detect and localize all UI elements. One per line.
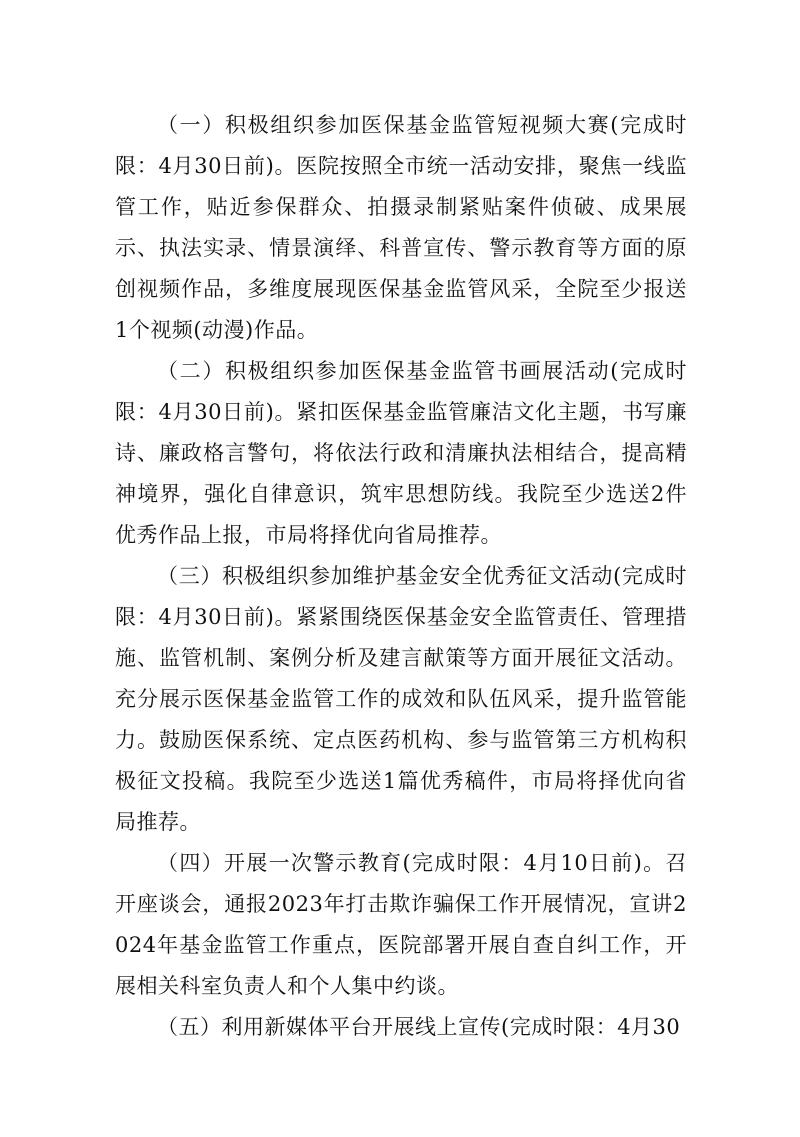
paragraph-2-heading: （二）积极组织参加医保基金监管书画展活动(完成时限：4月30日前)。 xyxy=(115,359,687,424)
paragraph-1-heading: （一）积极组织参加医保基金监管短视频大赛(完成时限：4月30日前)。 xyxy=(115,113,687,178)
paragraph-3-heading: （三）积极组织参加维护基金安全优秀征文活动(完成时限：4月30日前)。 xyxy=(115,564,687,629)
paragraph-4 xyxy=(115,843,687,1007)
paragraph-1 xyxy=(115,105,687,351)
paragraph-4-heading: （四）开展一次警示教育(完成时限：4月10日前)。 xyxy=(157,851,666,875)
paragraph-2-body: 紧扣医保基金监管廉洁文化主题，书写廉诗、廉政格言警句，将依法行政和清廉执法相结合，提高精神境界，强化自律意识，筑牢思想防线。我院至少选送2件优秀作品上报，市局将择优向省局推荐。 xyxy=(115,400,688,547)
paragraph-4-body: 召开座谈会，通报2023年打击欺诈骗保工作开展情况，宣讲2024年基金监管工作重点，医院部署开展自查自纠工作，开展相关科室负责人和个人集中约谈。 xyxy=(115,851,687,998)
paragraph-5-heading: （五）利用新媒体平台开展线上宣传(完成时限：4月30 xyxy=(157,1015,681,1039)
paragraph-3 xyxy=(115,556,687,843)
paragraph-1-body: 医院按照全市统一活动安排，聚焦一线监管工作，贴近参保群众、拍摄录制紧贴案件侦破、成果展示、执法实录、情景演绎、科普宣传、警示教育等方面的原创视频作品，多维度展现医保基金监管风采，全院至少报送1个视频(动漫)作品。 xyxy=(115,154,688,342)
paragraph-3-body: 紧紧围绕医保基金安全监管责任、管理措施、监管机制、案例分析及建言献策等方面开展征文活动。充分展示医保基金监管工作的成效和队伍风采，提升监管能力。鼓励医保系统、定点医药机构、参与监管第三方机构积极征文投稿。我院至少选送1篇优秀稿件，市局将择优向省局推荐。 xyxy=(115,605,688,834)
paragraph-5 xyxy=(115,1007,687,1048)
paragraph-2 xyxy=(115,351,687,556)
